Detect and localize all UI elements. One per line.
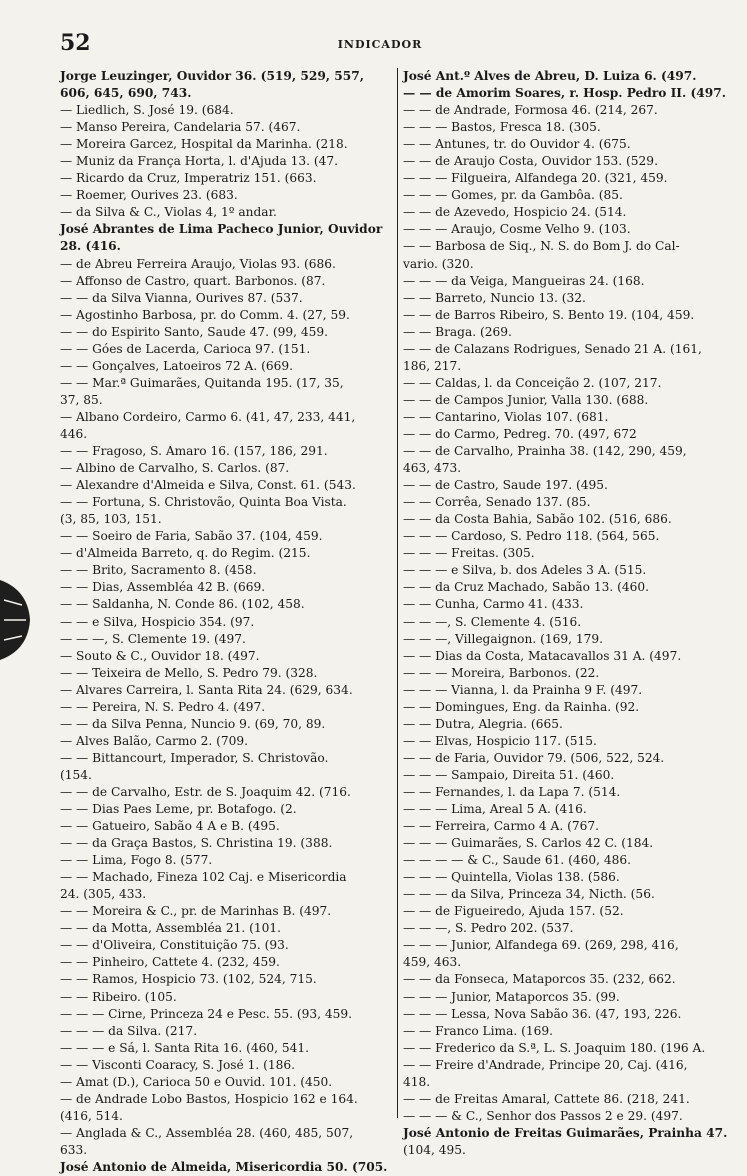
index-entry: — — Fragoso, S. Amaro 16. (157, 186, 291. (60, 444, 328, 459)
index-entry: — Alves Balão, Carmo 2. (709. (60, 733, 249, 748)
index-entry: — Manso Pereira, Candelaria 57. (467. (60, 120, 301, 135)
index-entry: — — — Quintella, Violas 138. (586. (403, 870, 620, 885)
index-entry: vario. (320. (403, 256, 474, 271)
index-entry: — — —, S. Clemente 4. (516. (403, 614, 582, 629)
page-number: 52 (60, 30, 91, 56)
index-entry: — Muniz da França Horta, l. d'Ajuda 13. (47. (60, 154, 339, 169)
index-entry: — — — Cardoso, S. Pedro 118. (564, 565. (403, 529, 660, 544)
index-columns (60, 68, 740, 1174)
index-entry: — — — Bastos, Fresca 18. (305. (403, 120, 601, 135)
index-entry: — — — Gomes, pr. da Gambôa. (85. (403, 188, 623, 203)
index-entry: — Liedlich, S. José 19. (684. (60, 103, 234, 118)
index-entry: — — — Moreira, Barbonos. (22. (403, 665, 600, 680)
index-entry: — — — da Silva, Princeza 34, Nicth. (56. (403, 887, 655, 902)
index-entry: — — Visconti Coaracy, S. José 1. (186. (60, 1057, 296, 1072)
index-entry: — — da Cruz Machado, Sabão 13. (460. (403, 580, 649, 595)
index-entry: — Anglada & C., Assembléa 28. (460, 485, 507, (60, 1125, 354, 1140)
index-entry: José Abrantes de Lima Pacheco Junior, Ouvidor (60, 222, 383, 237)
index-entry: — — Caldas, l. da Conceição 2. (107, 217. (403, 375, 662, 390)
index-entry: — — —, S. Clemente 19. (497. (60, 631, 246, 646)
index-entry: — — Corrêa, Senado 137. (85. (403, 495, 591, 510)
index-entry: — — da Motta, Assembléa 21. (101. (60, 921, 281, 936)
column-divider (397, 68, 398, 1118)
index-entry: — — Bittancourt, Imperador, S. Christovão. (60, 750, 329, 765)
index-entry: 28. (416. (60, 239, 121, 254)
index-entry: — — Teixeira de Mello, S. Pedro 79. (328. (60, 665, 318, 680)
index-entry: — — —, S. Pedro 202. (537. (403, 921, 574, 936)
index-entry: — — — da Silva. (217. (60, 1023, 198, 1038)
index-entry: — — — Guimarães, S. Carlos 42 C. (184. (403, 836, 654, 851)
index-entry: 463, 473. (403, 461, 462, 476)
index-entry: — — de Castro, Saude 197. (495. (403, 478, 608, 493)
index-entry: — — Fernandes, l. da Lapa 7. (514. (403, 784, 621, 799)
left-column (60, 68, 396, 1174)
index-entry: — — de Figueiredo, Ajuda 157. (52. (403, 904, 624, 919)
index-entry: — — da Silva Penna, Nuncio 9. (69, 70, 89. (60, 716, 326, 731)
index-entry: — — Dias da Costa, Matacavallos 31 A. (497. (403, 648, 682, 663)
index-entry: — — — Cirne, Princeza 24 e Pesc. 55. (93, 459. (60, 1006, 352, 1021)
index-entry: Jorge Leuzinger, Ouvidor 36. (519, 529, 557, (60, 69, 364, 83)
index-entry: — — Dutra, Alegria. (665. (403, 716, 563, 731)
index-entry: — Alvares Carreira, l. Santa Rita 24. (629, 634. (60, 682, 353, 697)
index-entry: (3, 85, 103, 151. (60, 512, 162, 527)
index-entry: — — Freire d'Andrade, Principe 20, Caj. (416, (403, 1057, 688, 1072)
index-entry: — — Gonçalves, Latoeiros 72 A. (669. (60, 358, 293, 373)
index-entry: — — Ferreira, Carmo 4 A. (767. (403, 819, 599, 834)
index-entry: — — Saldanha, N. Conde 86. (102, 458. (60, 597, 305, 612)
index-entry: 606, 645, 690, 743. (60, 86, 192, 101)
index-entry: — — Barreto, Nuncio 13. (32. (403, 290, 586, 305)
index-entry: — Roemer, Ourives 23. (683. (60, 188, 238, 203)
index-entry: — — Ribeiro. (105. (60, 989, 177, 1004)
index-entry: — — Antunes, tr. do Ouvidor 4. (675. (403, 137, 631, 152)
index-entry: — — de Carvalho, Prainha 38. (142, 290, 459, (403, 444, 687, 459)
index-entry: — — da Graça Bastos, S. Christina 19. (388. (60, 836, 333, 851)
index-entry: — — de Amorim Soares, r. Hosp. Pedro II. (497. (403, 86, 726, 101)
index-entry: — Agostinho Barbosa, pr. do Comm. 4. (27, 59. (60, 307, 350, 322)
index-entry: — — de Araujo Costa, Ouvidor 153. (529. (403, 154, 658, 169)
index-entry: — — e Silva, Hospicio 354. (97. (60, 614, 255, 629)
index-entry: 37, 85. (60, 392, 103, 407)
index-entry: — — — & C., Senhor dos Passos 2 e 29. (497. (403, 1108, 683, 1123)
index-entry: — — Brito, Sacramento 8. (458. (60, 563, 257, 578)
index-entry: — — — Freitas. (305. (403, 546, 535, 561)
index-entry: — — Franco Lima. (169. (403, 1023, 554, 1038)
index-entry: — d'Almeida Barreto, q. do Regim. (215. (60, 546, 311, 561)
index-entry: — — Dias Paes Leme, pr. Botafogo. (2. (60, 802, 297, 817)
index-entry: — — da Fonseca, Mataporcos 35. (232, 662. (403, 972, 676, 987)
index-entry: — — de Carvalho, Estr. de S. Joaquim 42. (716. (60, 784, 351, 799)
index-entry: — — d'Oliveira, Constituição 75. (93. (60, 938, 289, 953)
index-entry: — — Cantarino, Violas 107. (681. (403, 409, 609, 424)
index-entry: — Moreira Garcez, Hospital da Marinha. (218. (60, 137, 348, 152)
index-entry: — — Mar.ª Guimarães, Quitanda 195. (17, 35, (60, 375, 344, 390)
index-entry: — — Pereira, N. S. Pedro 4. (497. (60, 699, 266, 714)
right-column (399, 68, 735, 1157)
index-entry: — de Abreu Ferreira Araujo, Violas 93. (686. (60, 256, 336, 271)
index-entry: (104, 495. (403, 1142, 466, 1157)
index-entry: — — de Campos Junior, Valla 130. (688. (403, 392, 649, 407)
index-entry: (154. (60, 767, 92, 782)
index-entry: — — do Carmo, Pedreg. 70. (497, 672 (403, 426, 637, 441)
index-entry: José Antonio de Freitas Guimarães, Prainha 47. (403, 1125, 728, 1140)
index-entry: — — — Lessa, Nova Sabão 36. (47, 193, 226. (403, 1006, 682, 1021)
index-entry: — — Soeiro de Faria, Sabão 37. (104, 459. (60, 529, 323, 544)
index-entry: — — do Espirito Santo, Saude 47. (99, 459. (60, 324, 329, 339)
index-entry: — Amat (D.), Carioca 50 e Ouvid. 101. (450. (60, 1074, 333, 1089)
index-entry: — — — da Veiga, Mangueiras 24. (168. (403, 273, 645, 288)
running-title: INDICADOR (337, 38, 423, 51)
index-entry: — — — Filgueira, Alfandega 20. (321, 459. (403, 171, 668, 186)
index-entry: — — Domingues, Eng. da Rainha. (92. (403, 699, 640, 714)
index-entry: — — Ramos, Hospicio 73. (102, 524, 715. (60, 972, 317, 987)
index-entry: — — Frederico da S.ª, L. S. Joaquim 180. (196 A. (403, 1040, 706, 1055)
index-entry: — — da Silva Vianna, Ourives 87. (537. (60, 290, 303, 305)
index-entry: José Ant.º Alves de Abreu, D. Luiza 6. (497. (403, 69, 697, 83)
index-entry: 418. (403, 1074, 431, 1089)
index-entry: — Affonso de Castro, quart. Barbonos. (87. (60, 273, 326, 288)
index-entry: — de Andrade Lobo Bastos, Hospicio 162 e 164. (60, 1091, 358, 1106)
page-header (60, 30, 700, 58)
index-entry: — — — e Sá, l. Santa Rita 16. (460, 541. (60, 1040, 310, 1055)
index-entry: — — — Araujo, Cosme Velho 9. (103. (403, 222, 631, 237)
binding-edge-mark (0, 560, 38, 680)
index-entry: (416, 514. (60, 1108, 123, 1123)
index-entry: — Albano Cordeiro, Carmo 6. (41, 47, 233, 441, (60, 409, 356, 424)
index-entry: — — Lima, Fogo 8. (577. (60, 853, 213, 868)
index-entry: — — — e Silva, b. dos Adeles 3 A. (515. (403, 563, 647, 578)
index-entry: — — de Andrade, Formosa 46. (214, 267. (403, 103, 658, 118)
index-entry: 24. (305, 433. (60, 887, 147, 902)
index-entry: — — Pinheiro, Cattete 4. (232, 459. (60, 955, 280, 970)
index-entry: — — — Junior, Alfandega 69. (269, 298, 416, (403, 938, 679, 953)
index-entry: 633. (60, 1142, 88, 1157)
index-entry: — — Moreira & C., pr. de Marinhas B. (497. (60, 904, 332, 919)
index-entry: — Alexandre d'Almeida e Silva, Const. 61. (543. (60, 478, 356, 493)
index-entry: — Ricardo da Cruz, Imperatriz 151. (663. (60, 171, 317, 186)
index-entry: José Antonio de Almeida, Misericordia 50. (705. (60, 1160, 388, 1174)
index-entry: — da Silva & C., Violas 4, 1º andar. (60, 205, 277, 220)
index-entry: — — Góes de Lacerda, Carioca 97. (151. (60, 341, 311, 356)
index-entry: — — de Calazans Rodrigues, Senado 21 A. (161, (403, 341, 702, 356)
index-entry: — — de Azevedo, Hospicio 24. (514. (403, 205, 627, 220)
index-entry: — — Braga. (269. (403, 324, 512, 339)
index-entry: — Souto & C., Ouvidor 18. (497. (60, 648, 260, 663)
index-entry: 446. (60, 426, 88, 441)
index-entry: — Albino de Carvalho, S. Carlos. (87. (60, 461, 290, 476)
index-entry: — — — Sampaio, Direita 51. (460. (403, 767, 615, 782)
index-entry: — — — Junior, Mataporcos 35. (99. (403, 989, 620, 1004)
index-entry: — — — Lima, Areal 5 A. (416. (403, 802, 587, 817)
index-entry: — — Fortuna, S. Christovão, Quinta Boa Vista. (60, 495, 347, 510)
index-entry: — — Gatueiro, Sabão 4 A e B. (495. (60, 819, 280, 834)
index-entry: 459, 463. (403, 955, 462, 970)
index-entry: — — —, Villegaignon. (169, 179. (403, 631, 604, 646)
index-entry: — — — Vianna, l. da Prainha 9 F. (497. (403, 682, 643, 697)
index-entry: — — Dias, Assembléa 42 B. (669. (60, 580, 266, 595)
index-entry: — — Barbosa de Siq., N. S. do Bom J. do Cal- (403, 239, 680, 254)
index-entry: — — de Freitas Amaral, Cattete 86. (218, 241. (403, 1091, 690, 1106)
index-entry: — — Elvas, Hospicio 117. (515. (403, 733, 597, 748)
index-entry: — — Machado, Fineza 102 Caj. e Misericordia (60, 870, 347, 885)
index-entry: 186, 217. (403, 358, 462, 373)
index-entry: — — da Costa Bahia, Sabão 102. (516, 686. (403, 512, 672, 527)
index-entry: — — Cunha, Carmo 41. (433. (403, 597, 584, 612)
index-entry: — — de Barros Ribeiro, S. Bento 19. (104, 459. (403, 307, 695, 322)
index-entry: — — — — & C., Saude 61. (460, 486. (403, 853, 631, 868)
index-entry: — — de Faria, Ouvidor 79. (506, 522, 524. (403, 750, 665, 765)
